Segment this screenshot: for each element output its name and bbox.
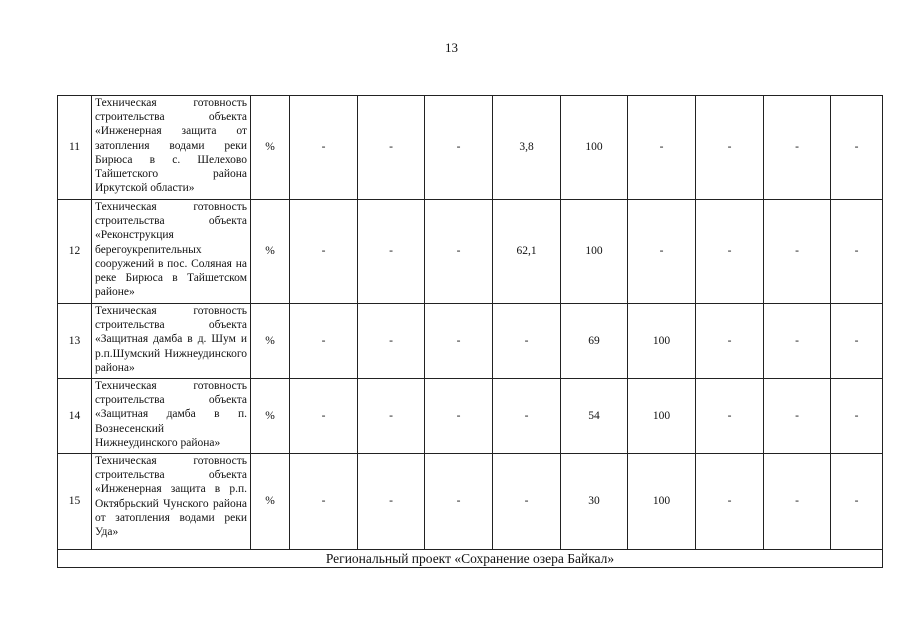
value-cell: - [831, 304, 883, 379]
table-row [58, 200, 883, 304]
row-description: Техническая готовность строительства объекта «Инженерная защита в р.п. Октябрьский Чунского района от затопления водами реки Уда» [92, 454, 251, 550]
value-cell: - [628, 200, 696, 304]
row-number: 12 [58, 200, 92, 304]
value-cell: 30 [561, 454, 628, 550]
value-cell: - [493, 379, 561, 454]
value-cell: - [290, 304, 358, 379]
value-cell: - [358, 96, 425, 200]
row-number: 13 [58, 304, 92, 379]
value-cell: - [764, 454, 831, 550]
value-cell: - [425, 96, 493, 200]
value-cell: - [696, 200, 764, 304]
value-cell: - [764, 379, 831, 454]
value-cell: - [764, 96, 831, 200]
row-unit: % [251, 304, 290, 379]
value-cell: - [425, 304, 493, 379]
value-cell: 100 [561, 200, 628, 304]
table-row [58, 304, 883, 379]
value-cell: 54 [561, 379, 628, 454]
value-cell: - [696, 96, 764, 200]
value-cell: - [696, 304, 764, 379]
row-number: 15 [58, 454, 92, 550]
row-description: Техническая готовность строительства объекта «Инженерная защита от затопления водами реки Бирюса в с. Шелехово Тайшетского района Иркутской области» [92, 96, 251, 200]
value-cell: 62,1 [493, 200, 561, 304]
value-cell: - [831, 454, 883, 550]
value-cell: - [764, 304, 831, 379]
value-cell: - [290, 200, 358, 304]
value-cell: - [425, 200, 493, 304]
section-row [58, 550, 883, 568]
row-unit: % [251, 454, 290, 550]
value-cell: - [628, 96, 696, 200]
value-cell: - [290, 454, 358, 550]
value-cell: - [358, 379, 425, 454]
value-cell: 100 [628, 454, 696, 550]
value-cell: - [696, 379, 764, 454]
value-cell: 100 [628, 379, 696, 454]
value-cell: - [290, 96, 358, 200]
value-cell: - [831, 379, 883, 454]
row-description: Техническая готовность строительства объекта «Реконструкция берегоукрепительных сооружений в пос. Соляная на реке Бирюса в Тайшетском районе» [92, 200, 251, 304]
value-cell: - [425, 454, 493, 550]
value-cell: - [425, 379, 493, 454]
value-cell: 69 [561, 304, 628, 379]
value-cell: - [764, 200, 831, 304]
row-unit: % [251, 379, 290, 454]
table-row [58, 454, 883, 550]
row-description: Техническая готовность строительства объекта «Защитная дамба в п. Вознесенский Нижнеудинского района» [92, 379, 251, 454]
value-cell: - [358, 454, 425, 550]
value-cell: 100 [628, 304, 696, 379]
value-cell: - [493, 304, 561, 379]
row-number: 11 [58, 96, 92, 200]
value-cell: 100 [561, 96, 628, 200]
value-cell: - [696, 454, 764, 550]
value-cell: - [493, 454, 561, 550]
value-cell: - [358, 304, 425, 379]
section-title: Региональный проект «Сохранение озера Байкал» [58, 550, 883, 568]
row-unit: % [251, 200, 290, 304]
value-cell: - [831, 96, 883, 200]
page-number: 13 [445, 40, 458, 55]
value-cell: - [358, 200, 425, 304]
row-unit: % [251, 96, 290, 200]
row-number: 14 [58, 379, 92, 454]
value-cell: - [831, 200, 883, 304]
value-cell: - [290, 379, 358, 454]
table-row [58, 96, 883, 200]
value-cell: 3,8 [493, 96, 561, 200]
row-description: Техническая готовность строительства объекта «Защитная дамба в д. Шум и р.п.Шумский Нижнеудинского района» [92, 304, 251, 379]
table-row [58, 379, 883, 454]
indicators-table [57, 95, 883, 568]
